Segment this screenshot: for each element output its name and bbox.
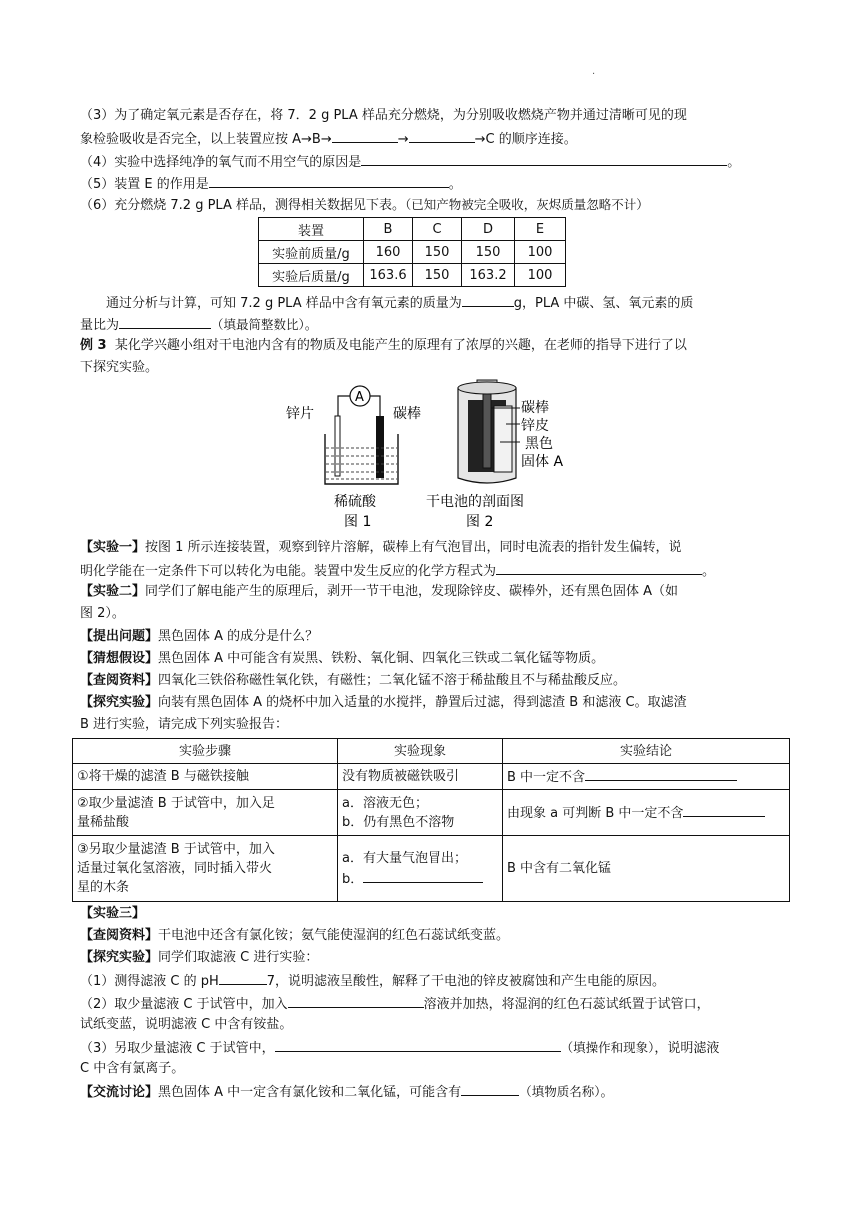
question-line: 【提出问题】黑色固体 A 的成分是什么？ <box>80 629 319 644</box>
ammeter-label: A <box>355 390 364 405</box>
carbon-rod-label: 碳棒 <box>393 406 421 422</box>
figure1-caption: 图 1 <box>344 514 372 530</box>
dilute-acid-label: 稀硫酸 <box>334 494 376 510</box>
q3-line1: （3）为了确定氧元素是否存在，将 7．2 g PLA 样品充分燃烧，为分别吸收燃烧产物并通过清晰可见的现 <box>80 108 687 123</box>
battery-figure <box>280 376 570 531</box>
figure1-electrolysis-apparatus <box>286 386 421 530</box>
example3-line2: 下探究实验。 <box>80 360 159 375</box>
table-row: 实验后质量/g 163.6 150 163.2 100 <box>259 264 566 287</box>
example3-line1: 例 3 某化学兴趣小组对干电池内含有的物质及电能产生的原理有了浓厚的兴趣，在老师的指导下进行了以 <box>80 338 687 353</box>
exp1-line1: 【实验一】按图 1 所示连接装置，观察到锌片溶解，碳棒上有气泡冒出，同时电流表的指针发生偏转，说 <box>80 540 682 555</box>
answer-blank <box>288 993 424 1008</box>
answer-blank <box>363 868 483 883</box>
table-row: ①将干燥的滤渣 B 与磁铁接触 没有物质被磁铁吸引 B 中一定不含 <box>73 764 790 790</box>
answer-blank <box>209 173 449 188</box>
figure2-dry-cell-section <box>426 380 563 530</box>
exp2-line1: 【实验二】同学们了解电能产生的原理后，剥开一节干电池，发现除锌皮、碳棒外，还有黑色固体 A（如 <box>80 584 679 599</box>
answer-blank <box>496 560 702 575</box>
answer-blank <box>585 766 737 781</box>
s2-line1: （2）取少量滤液 C 于试管中，加入 溶液并加热，将湿润的红色石蕊试纸置于试管口， <box>80 993 784 1015</box>
info2-line: 【查阅资料】干电池中还含有氯化铵；氨气能使湿润的红色石蕊试纸变蓝。 <box>80 928 510 943</box>
answer-blank <box>409 128 475 143</box>
answer-blank <box>332 128 398 143</box>
exp1-line2: 明化学能在一定条件下可以转化为电能。装置中发生反应的化学方程式为 。 <box>80 560 784 582</box>
zinc-plate-label: 锌片 <box>286 406 314 422</box>
discuss-line: 【交流讨论】黑色固体 A 中一定含有氯化铵和二氧化锰，可能含有 （填物质名称）。 <box>80 1081 784 1103</box>
hypothesis-line: 【猜想假设】黑色固体 A 中可能含有炭黑、铁粉、氧化铜、四氧化三铁或二氧化锰等物质。 <box>80 651 605 666</box>
table-row: ②取少量滤渣 B 于试管中，加入足 量稀盐酸 a．溶液无色； b．仍有黑色不溶物 由现象 a 可判断 B 中一定不含 <box>73 790 790 836</box>
answer-blank <box>275 1037 561 1052</box>
table-row: 实验前质量/g 160 150 150 100 <box>259 241 566 264</box>
analysis-line2: 量比为 （填最简整数比）。 <box>80 314 784 336</box>
s2-line2: 试纸变蓝，说明滤液 C 中含有铵盐。 <box>80 1017 293 1032</box>
q4-line: （4）实验中选择纯净的氧气而不用空气的原因是 。 <box>80 151 784 173</box>
answer-blank <box>119 314 211 329</box>
answer-blank <box>219 970 267 985</box>
answer-blank <box>683 802 765 817</box>
answer-blank <box>461 1081 519 1096</box>
explore1-line2: B 进行实验，请完成下列实验报告： <box>80 717 289 732</box>
fig2-zinc-label: 锌皮 <box>521 418 549 434</box>
s3-line1: （3）另取少量滤液 C 于试管中， （填操作和现象），说明滤液 <box>80 1037 784 1059</box>
mass-data-table: 装置 B C D E 实验前质量/g 160 150 150 100 实验后质量/g 163.6 150 163.2 100 <box>258 217 566 287</box>
info1-line: 【查阅资料】四氧化三铁俗称磁性氧化铁，有磁性；二氧化锰不溶于稀盐酸且不与稀盐酸反应。 <box>80 673 627 688</box>
answer-blank <box>361 151 727 166</box>
carbon-rod-icon <box>376 416 384 478</box>
s3-line2: C 中含有氯离子。 <box>80 1061 185 1076</box>
exp3-heading: 【实验三】 <box>80 906 146 921</box>
fig2-black-label: 黑色 <box>525 436 553 452</box>
explore1-line1: 【探究实验】向装有黑色固体 A 的烧杯中加入适量的水搅拌，静置后过滤，得到滤渣 B 和滤液 C。取滤渣 <box>80 695 687 710</box>
carbon-rod-core-icon <box>483 394 491 468</box>
header-dot: . <box>592 66 596 77</box>
fig2-solid-label: 固体 A <box>521 454 564 470</box>
fig2-title: 干电池的剖面图 <box>426 494 524 510</box>
table-row: ③另取少量滤渣 B 于试管中，加入 适量过氧化氢溶液，同时插入带火 星的木条 a．有大量气泡冒出； b． B 中含有二氧化锰 <box>73 836 790 902</box>
figure2-caption: 图 2 <box>466 514 494 530</box>
q3-line2: 象检验吸收是否完全，以上装置应按 A→B→ → →C 的顺序连接。 <box>80 128 784 150</box>
analysis-line1: 通过分析与计算，可知 7.2 g PLA 样品中含有氧元素的质量为 g，PLA 中碳、氢、氧元素的质 <box>106 292 786 314</box>
s1-line: （1）测得滤液 C 的 pH 7，说明滤液呈酸性，解释了干电池的锌皮被腐蚀和产生电能的原因。 <box>80 970 784 992</box>
q6-line: （6）充分燃烧 7.2 g PLA 样品，测得相关数据见下表。（已知产物被完全吸收，灰烬质量忽略不计） <box>80 197 649 213</box>
fig2-carbon-label: 碳棒 <box>521 400 549 416</box>
explore2-line: 【探究实验】同学们取滤液 C 进行实验： <box>80 950 319 965</box>
answer-blank <box>462 292 514 307</box>
experiment-report-table: 实验步骤 实验现象 实验结论 ①将干燥的滤渣 B 与磁铁接触 没有物质被磁铁吸引 B 中一定不含 ②取少量滤渣 B 于试管中，加入足 量稀盐酸 a．溶液无色； b．仍有黑色不溶物 由现象 a 可判断 B 中一定不含 ③另取少量滤渣 B 于试管中，加入 适量过氧化氢溶液，同时插入带火 星的木条 a．有大量气泡冒出； b． B 中含有二氧化锰 <box>72 738 790 902</box>
q5-line: （5）装置 E 的作用是 。 <box>80 173 784 195</box>
exp2-line2: 图 2）。 <box>80 606 125 621</box>
